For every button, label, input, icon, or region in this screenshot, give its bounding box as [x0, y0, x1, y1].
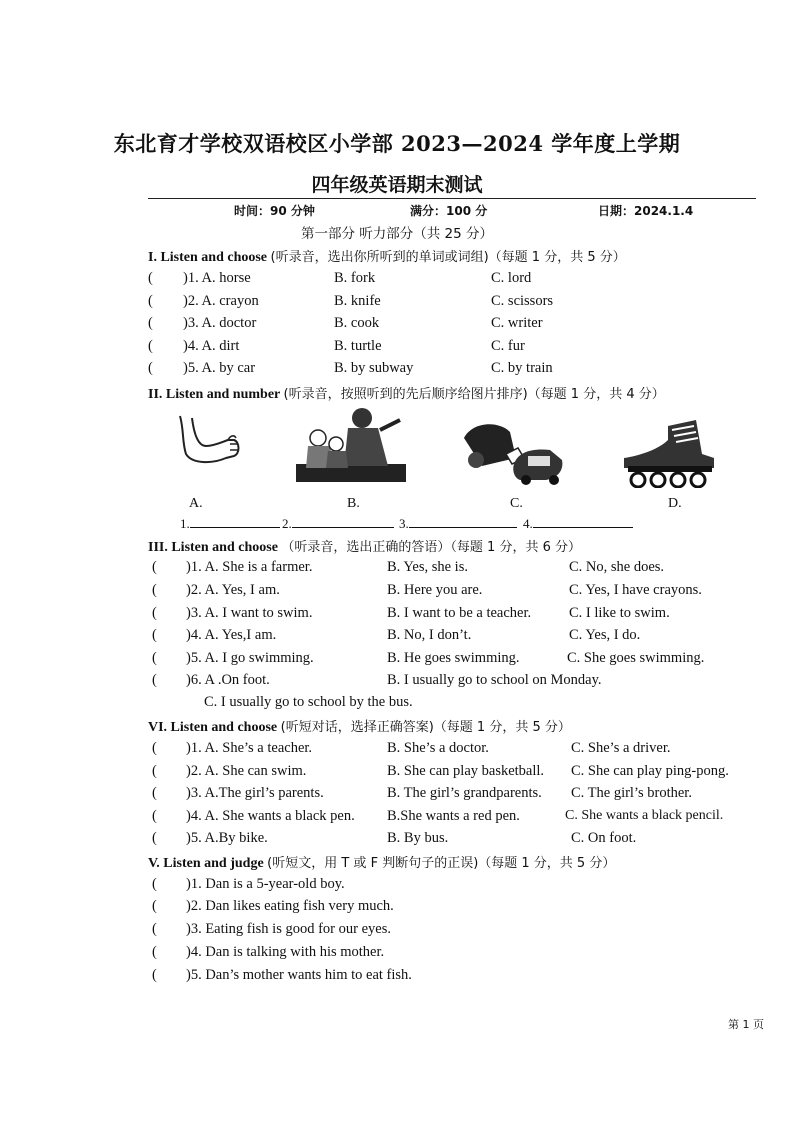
section-4-heading — [148, 716, 571, 736]
picture-label-b: B. — [347, 496, 360, 511]
answer-paren[interactable]: ( — [148, 270, 153, 286]
question-option-c: C. She goes swimming. — [567, 650, 705, 666]
answer-paren[interactable]: ( — [148, 360, 153, 376]
answer-paren[interactable]: ( — [148, 338, 153, 354]
question-option-b: B. By bus. — [387, 830, 449, 846]
judge-statement: )1. Dan is a 5-year-old boy. — [186, 876, 345, 892]
answer-paren[interactable]: ( — [152, 605, 157, 621]
page-number: 第 1 页 — [728, 1018, 764, 1031]
answer-paren[interactable]: ( — [152, 582, 157, 598]
question-option-a: )2. A. crayon — [183, 293, 259, 309]
question-option-c: C. I like to swim. — [569, 605, 670, 621]
question-option-c: C. The girl’s brother. — [571, 785, 692, 801]
section-2-title: II. Listen and number — [148, 387, 281, 402]
question-option-b: B. The girl’s grandparents. — [387, 785, 542, 801]
exam-time: 时间：90 分钟 — [234, 204, 315, 218]
question-option-c: C. She wants a black pencil. — [565, 808, 724, 823]
question-option-b: B. knife — [334, 293, 381, 309]
question-option-b: B. No, I don’t. — [387, 627, 472, 643]
exam-score: 满分：100 分 — [410, 204, 488, 218]
judge-statement: )4. Dan is talking with his mother. — [186, 944, 385, 960]
question-option-b: B. cook — [334, 315, 380, 331]
section-5-title: V. Listen and judge — [148, 856, 264, 871]
answer-paren[interactable]: ( — [152, 944, 157, 960]
answer-paren[interactable]: ( — [152, 740, 157, 756]
answer-paren[interactable]: ( — [152, 650, 157, 666]
exam-title: 东北育才学校双语校区小学部 2023—2024 学年度上学期 — [113, 131, 681, 156]
blank-number: 4. — [523, 516, 533, 531]
question-option-a: )1. A. horse — [183, 270, 251, 286]
question-option-c: C. fur — [491, 338, 525, 354]
arm-icon — [172, 412, 244, 470]
answer-paren[interactable]: ( — [148, 315, 153, 331]
question-option-b: B. turtle — [334, 338, 382, 354]
question-option-a: )2. A. She can swim. — [186, 763, 307, 779]
question-option-a: )6. A .On foot. — [186, 672, 270, 688]
question-option-c: C. lord — [491, 270, 532, 286]
blank-number: 3. — [399, 516, 409, 531]
answer-paren[interactable]: ( — [152, 808, 157, 824]
section-2-heading — [148, 383, 665, 403]
exam-subtitle: 四年级英语期末测试 — [311, 174, 483, 196]
section-5-heading — [148, 852, 615, 872]
question-option-b: B. She can play basketball. — [387, 763, 545, 779]
section-3-heading — [148, 536, 581, 556]
question-option-c: C. writer — [491, 315, 543, 331]
question-option-b: B. He goes swimming. — [387, 650, 520, 666]
exam-date: 日期：2024.1.4 — [598, 204, 694, 218]
question-option-a: )3. A. doctor — [183, 315, 257, 331]
judge-statement: )3. Eating fish is good for our eyes. — [186, 921, 391, 937]
question-option-c: C. scissors — [491, 293, 554, 309]
question-option-b: B. I usually go to school on Monday. — [387, 672, 602, 688]
question-option-c: C. She can play ping-pong. — [571, 763, 729, 779]
question-option-b: B. fork — [334, 270, 376, 286]
question-option-c: C. She’s a driver. — [571, 740, 671, 756]
question-option-a: )5. A. I go swimming. — [186, 650, 314, 666]
picture-label-a: A. — [189, 496, 203, 511]
question-option-c: C. No, she does. — [569, 559, 665, 575]
question-option-c: C. I usually go to school by the bus. — [204, 694, 413, 710]
section-1-title: I. Listen and choose — [148, 250, 268, 265]
answer-paren[interactable]: ( — [152, 672, 157, 688]
blank-number: 1. — [180, 516, 190, 531]
section-3-title: III. Listen and choose — [148, 540, 278, 555]
family-icon — [296, 406, 406, 484]
answer-paren[interactable]: ( — [152, 763, 157, 779]
question-option-a: )4. A. Yes,I am. — [186, 627, 277, 643]
question-option-a: )2. A. Yes, I am. — [186, 582, 280, 598]
question-option-a: )1. A. She’s a teacher. — [186, 740, 313, 756]
question-option-c: C. by train — [491, 360, 553, 376]
question-option-a: )4. A. She wants a black pen. — [186, 808, 355, 824]
header-divider — [148, 198, 756, 199]
answer-paren[interactable]: ( — [152, 898, 157, 914]
question-option-a: )1. A. She is a farmer. — [186, 559, 313, 575]
answer-blank[interactable] — [180, 515, 280, 532]
car-crash-icon — [462, 418, 566, 486]
picture-label-d: D. — [668, 496, 682, 511]
answer-paren[interactable]: ( — [152, 559, 157, 575]
blank-number: 2. — [282, 516, 292, 531]
question-option-c: C. Yes, I do. — [569, 627, 641, 643]
section-3-note: （听录音，选出正确的答语）（每题 1 分，共 6 分） — [281, 540, 581, 555]
question-option-b: B. Here you are. — [387, 582, 483, 598]
answer-paren[interactable]: ( — [152, 627, 157, 643]
question-option-a: )4. A. dirt — [183, 338, 240, 354]
question-option-c: C. On foot. — [571, 830, 637, 846]
question-option-a: )3. A.The girl’s parents. — [186, 785, 324, 801]
answer-paren[interactable]: ( — [148, 293, 153, 309]
answer-paren[interactable]: ( — [152, 876, 157, 892]
answer-blank[interactable] — [399, 515, 517, 532]
section-1-note: (听录音，选出你所听到的单词或词组)（每题 1 分，共 5 分） — [270, 250, 626, 265]
question-option-b: B.She wants a red pen. — [387, 808, 520, 824]
question-option-b: B. I want to be a teacher. — [387, 605, 532, 621]
question-option-b: B. by subway — [334, 360, 414, 376]
question-option-a: )5. A.By bike. — [186, 830, 268, 846]
section-2-note: (听录音，按照听到的先后顺序给图片排序)（每题 1 分，共 4 分） — [283, 387, 665, 402]
question-option-b: B. Yes, she is. — [387, 559, 468, 575]
judge-statement: )5. Dan’s mother wants him to eat fish. — [186, 967, 412, 983]
answer-blank[interactable] — [282, 515, 394, 532]
picture-label-c: C. — [510, 496, 523, 511]
roller-skate-icon — [618, 420, 718, 488]
answer-paren[interactable]: ( — [152, 830, 157, 846]
section-5-note: (听短文，用 T 或 F 判断句子的正误)（每题 1 分，共 5 分） — [267, 856, 616, 871]
section-4-title: VI. Listen and choose — [148, 720, 278, 735]
judge-statement: )2. Dan likes eating fish very much. — [186, 898, 394, 914]
question-option-a: )3. A. I want to swim. — [186, 605, 313, 621]
answer-blank[interactable] — [523, 515, 633, 532]
question-option-b: B. She’s a doctor. — [387, 740, 489, 756]
question-option-a: )5. A. by car — [183, 360, 256, 376]
answer-paren[interactable]: ( — [152, 785, 157, 801]
answer-paren[interactable]: ( — [152, 921, 157, 937]
section-1-heading — [148, 246, 626, 266]
question-option-c: C. Yes, I have crayons. — [569, 582, 702, 598]
answer-paren[interactable]: ( — [152, 967, 157, 983]
section-4-note: (听短对话，选择正确答案)（每题 1 分，共 5 分） — [280, 720, 571, 735]
part-heading: 第一部分 听力部分（共 25 分） — [300, 226, 494, 242]
